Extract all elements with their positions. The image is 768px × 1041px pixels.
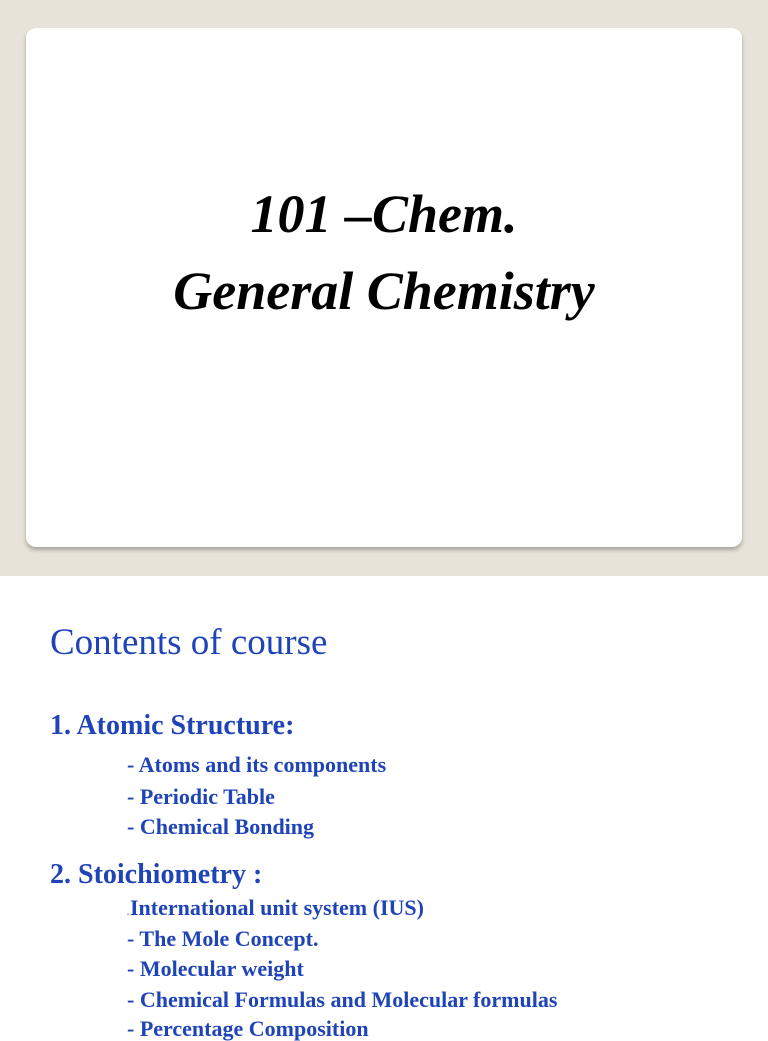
course-name-title: General Chemistry <box>173 261 595 321</box>
list-item: - Percentage Composition <box>127 1016 369 1041</box>
list-item: - The Mole Concept. <box>127 926 319 951</box>
section-atomic-structure: 1. Atomic Structure: <box>50 710 295 741</box>
title-card <box>26 28 742 547</box>
list-item-label: International unit system (IUS) <box>130 895 424 920</box>
item-prefix: . <box>127 908 129 917</box>
list-item: - Periodic Table <box>127 784 275 809</box>
contents-heading: Contents of course <box>50 622 328 663</box>
list-item: - Atoms and its components <box>127 752 387 777</box>
list-item: - Chemical Bonding <box>127 814 315 839</box>
list-item: - Chemical Formulas and Molecular formulas <box>127 987 558 1012</box>
list-item: - Molecular weight <box>127 956 304 981</box>
contents-slide <box>0 576 768 1041</box>
course-code-title: 101 –Chem. <box>250 184 518 244</box>
list-item <box>127 897 424 919</box>
section-stoichiometry: 2. Stoichiometry : <box>50 859 263 890</box>
